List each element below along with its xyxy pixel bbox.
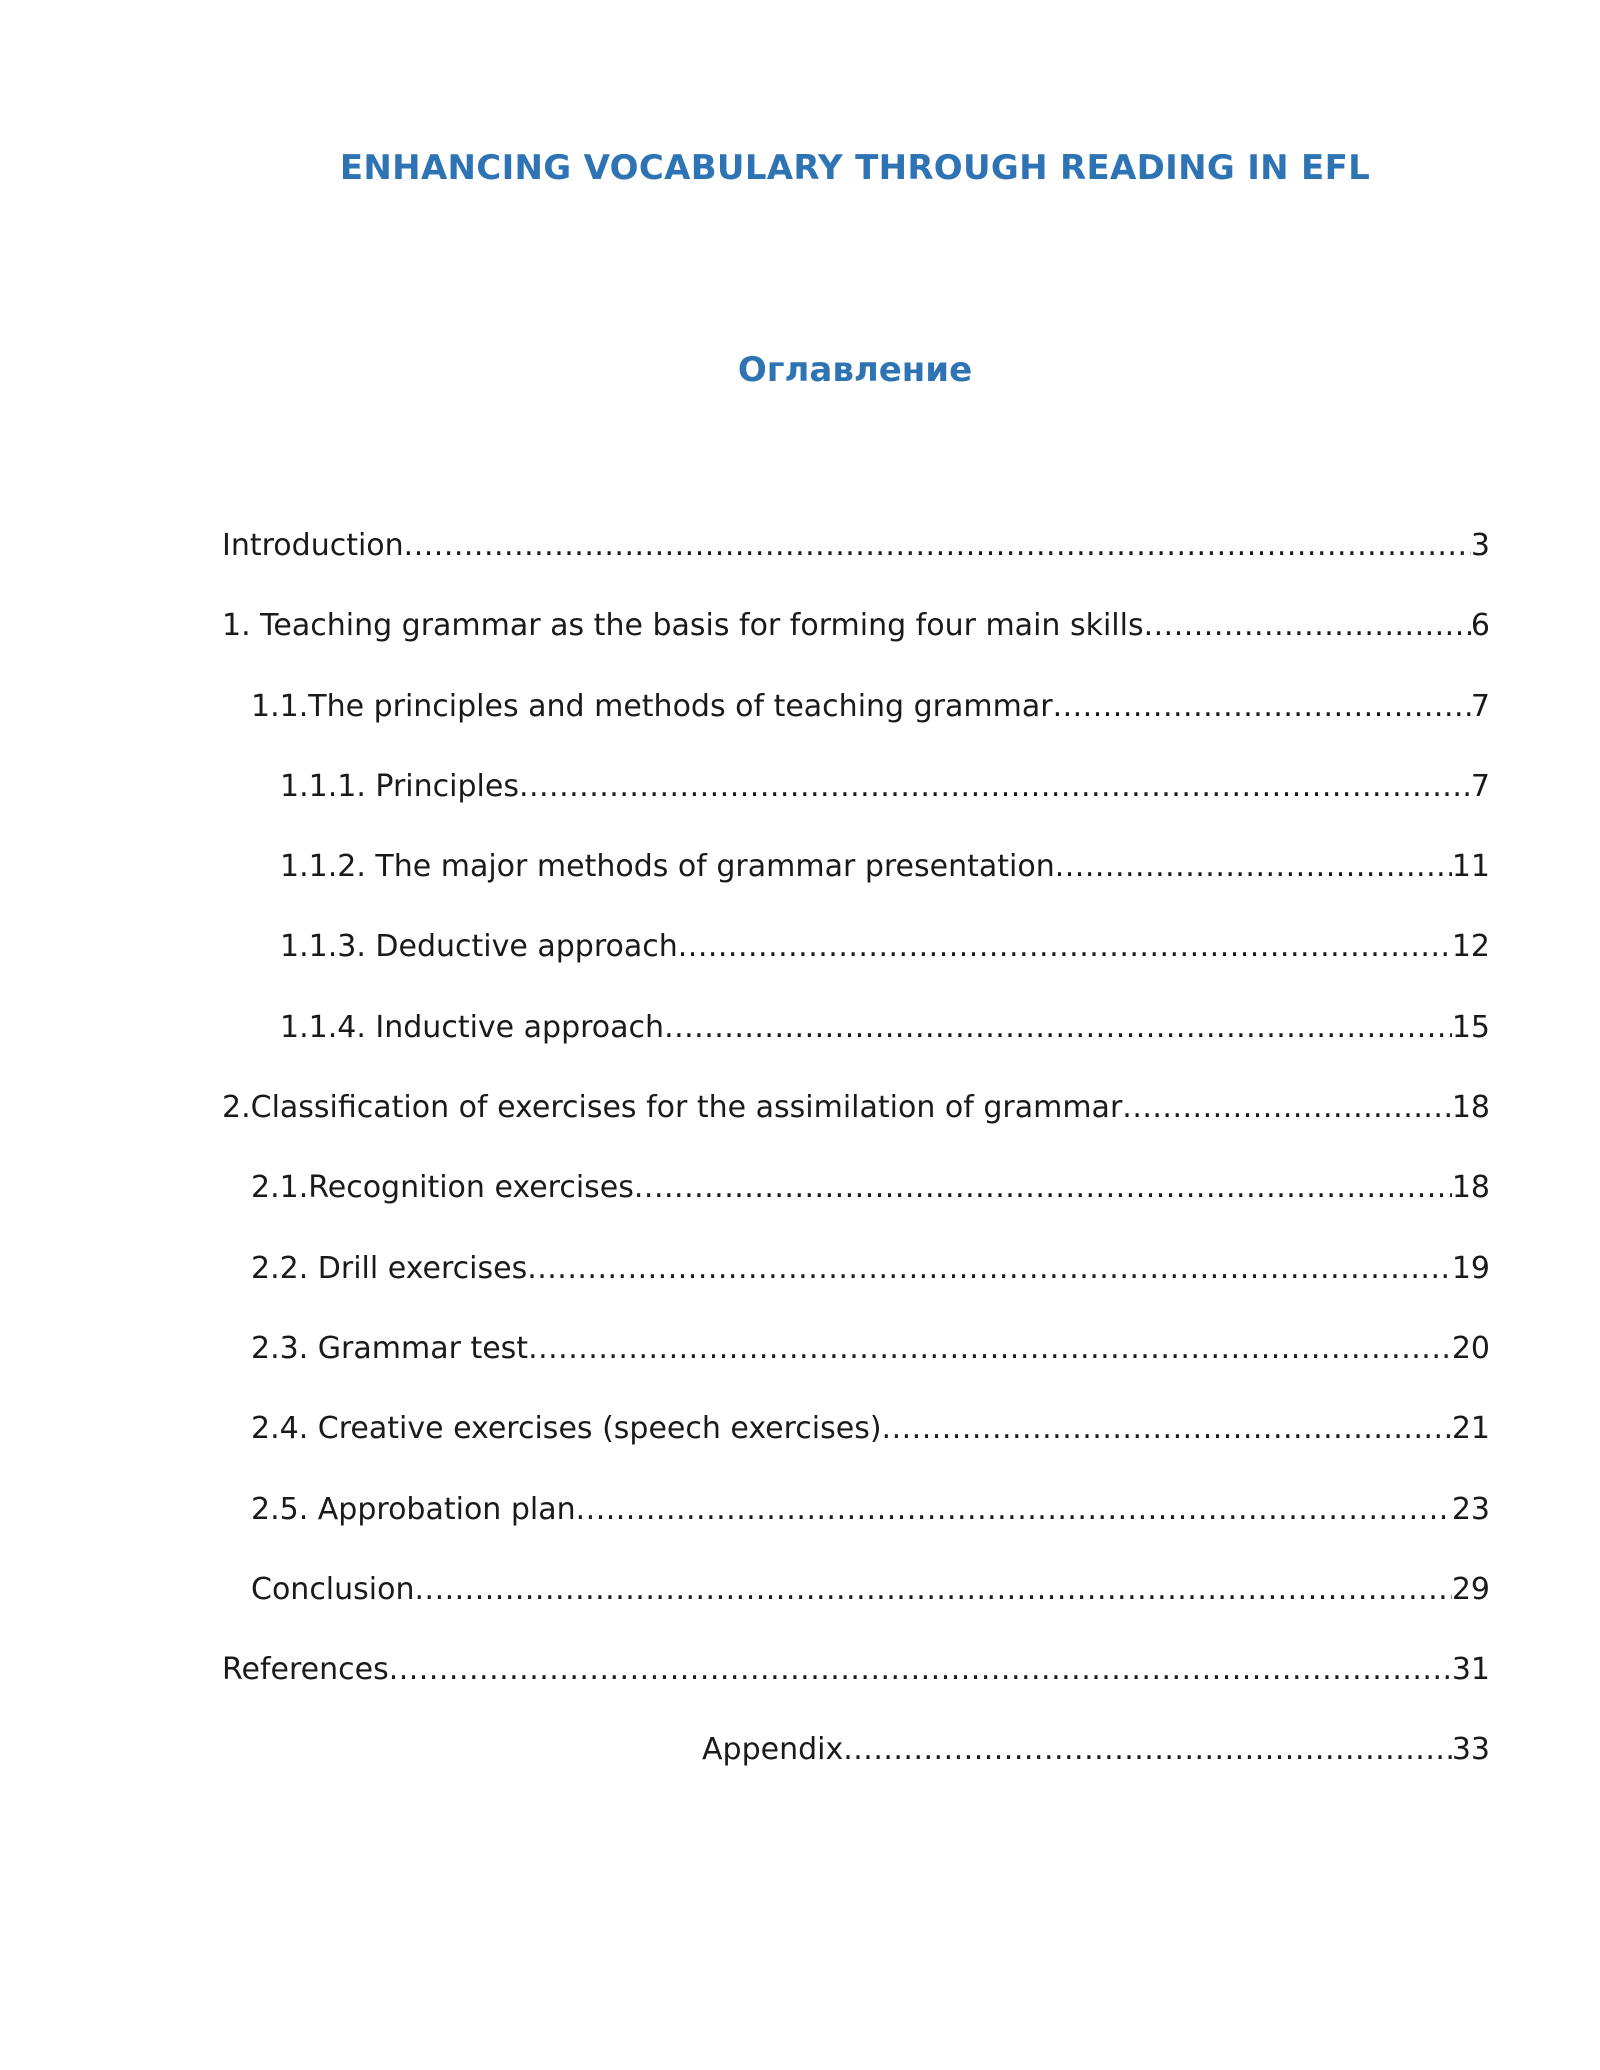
toc-entry-1-1-2[interactable]: [222, 849, 1490, 929]
toc-dot-leader: [882, 1411, 1452, 1446]
toc-entry-references[interactable]: [222, 1652, 1490, 1732]
toc-entry-1-1-1[interactable]: [222, 769, 1490, 849]
toc-dot-leader: [843, 1732, 1452, 1767]
toc-dot-leader: [415, 1572, 1452, 1607]
toc-dot-leader: [576, 1492, 1452, 1527]
toc-entry-page: 6: [1470, 608, 1490, 644]
toc-dot-leader: [519, 769, 1471, 804]
toc-dot-leader: [1055, 849, 1452, 884]
toc-entry-page: 11: [1451, 849, 1490, 885]
toc-entry-page: 18: [1451, 1090, 1490, 1126]
toc-entry-introduction[interactable]: [222, 528, 1490, 608]
toc-dot-leader: [634, 1170, 1452, 1205]
toc-entry-label: 2.Classification of exercises for the assimilation of grammar: [222, 1090, 1123, 1126]
toc-entry-label: 1.1.2. The major methods of grammar presentation: [280, 849, 1055, 885]
toc-dot-leader: [1122, 1090, 1452, 1125]
toc-entry-label: Introduction: [222, 528, 404, 563]
document-title: ENHANCING VOCABULARY THROUGH READING IN EFL: [339, 148, 1371, 188]
toc-entry-label: 1.1.The principles and methods of teaching grammar: [251, 688, 1053, 724]
toc-entry-label: 1.1.1. Principles: [280, 768, 519, 804]
toc-entry-label: 2.4. Creative exercises (speech exercises): [251, 1411, 882, 1447]
toc-entry-conclusion[interactable]: [222, 1572, 1490, 1652]
toc-entry-page: 21: [1451, 1411, 1490, 1447]
toc-dot-leader: [1053, 689, 1471, 724]
toc-entry-page: 29: [1451, 1571, 1490, 1607]
toc-entry-label: Conclusion: [251, 1571, 415, 1607]
toc-entry-1-1[interactable]: [222, 689, 1490, 769]
toc-dot-leader: [664, 1010, 1452, 1045]
toc-entry-page: 20: [1451, 1330, 1490, 1366]
toc-entry-label: 2.1.Recognition exercises: [251, 1170, 634, 1206]
toc-entry-page: 3: [1470, 528, 1490, 563]
toc-dot-leader: [404, 528, 1471, 563]
toc-entry-page: 18: [1451, 1170, 1490, 1206]
toc-dot-leader: [1144, 608, 1471, 643]
toc-entry-page: 19: [1451, 1250, 1490, 1286]
toc-entry-label: 1.1.3. Deductive approach: [280, 929, 678, 965]
toc-entry-1-1-4[interactable]: [222, 1010, 1490, 1090]
toc-dot-leader: [527, 1251, 1452, 1286]
toc-entry-page: 15: [1451, 1009, 1490, 1045]
toc-entry-label: 1. Teaching grammar as the basis for forming four main skills: [222, 608, 1144, 644]
toc-entry-label: 2.5. Approbation plan: [251, 1491, 576, 1527]
toc-entry-label: 2.2. Drill exercises: [251, 1250, 528, 1286]
toc-dot-leader: [678, 929, 1452, 964]
toc-entry-2-1[interactable]: [222, 1170, 1490, 1250]
toc-entry-page: 23: [1451, 1491, 1490, 1527]
toc-entry-label: 2.3. Grammar test: [251, 1330, 529, 1366]
toc-entry-appendix[interactable]: [222, 1732, 1490, 1812]
toc-entry-page: 33: [1451, 1732, 1490, 1768]
toc-entry-label: References: [222, 1652, 389, 1688]
table-of-contents: [222, 528, 1490, 1813]
toc-entry-2-4[interactable]: [222, 1411, 1490, 1491]
toc-entry-label: Appendix: [702, 1732, 844, 1768]
toc-entry-chapter-1[interactable]: [222, 608, 1490, 688]
toc-dot-leader: [528, 1331, 1452, 1366]
toc-entry-2-2[interactable]: [222, 1251, 1490, 1331]
toc-entry-1-1-3[interactable]: [222, 929, 1490, 1009]
toc-entry-2-3[interactable]: [222, 1331, 1490, 1411]
toc-entry-page: 7: [1470, 688, 1490, 724]
toc-entry-page: 31: [1451, 1652, 1490, 1688]
toc-heading: Оглавление: [737, 350, 973, 390]
toc-entry-2-5[interactable]: [222, 1492, 1490, 1572]
toc-entry-label: 1.1.4. Inductive approach: [280, 1009, 665, 1045]
toc-entry-chapter-2[interactable]: [222, 1090, 1490, 1170]
toc-dot-leader: [389, 1652, 1452, 1687]
toc-entry-page: 12: [1451, 929, 1490, 965]
toc-entry-page: 7: [1470, 768, 1490, 804]
